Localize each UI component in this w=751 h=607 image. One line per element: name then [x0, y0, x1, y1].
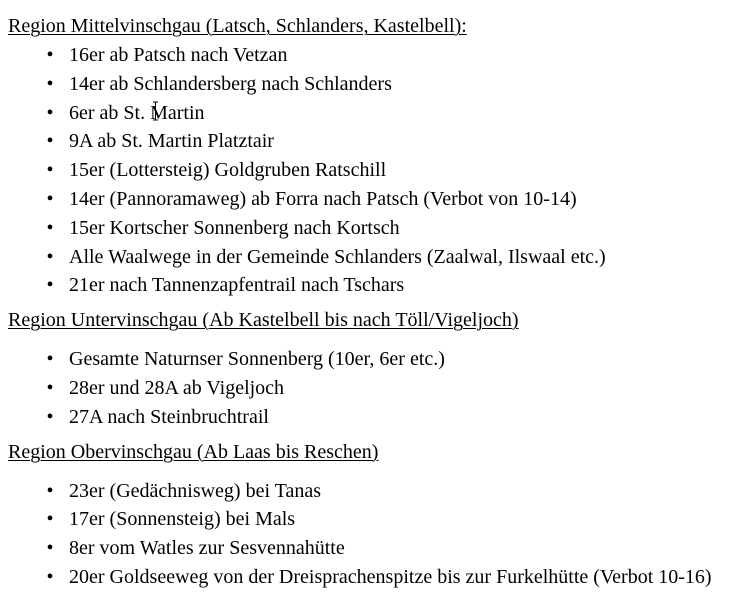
list-item: [8, 214, 750, 243]
list-item-text: 6er ab St. Martin: [69, 101, 205, 124]
list-item: [8, 477, 750, 506]
list-item-text: 27A nach Steinbruchtrail: [69, 405, 269, 428]
list-item-text: 20er Goldseeweg von der Dreisprachenspitze bis zur Furkelhütte (Verbot 10-16): [69, 565, 712, 588]
list-item: [8, 271, 750, 300]
list-item: [8, 99, 750, 128]
list-item: [8, 185, 750, 214]
list-item: [8, 70, 750, 99]
bullet-icon: •: [46, 479, 54, 502]
bullet-icon: •: [46, 72, 54, 95]
list-item-text: 15er (Lottersteig) Goldgruben Ratschill: [69, 159, 387, 182]
bullet-icon: •: [46, 537, 54, 560]
bullet-icon: •: [46, 508, 54, 531]
bullet-icon: •: [46, 565, 54, 588]
list-item: [8, 563, 750, 592]
list-item-text: 28er und 28A ab Vigeljoch: [69, 376, 285, 399]
list-untervinschgau: [8, 345, 750, 431]
bullet-icon: •: [46, 216, 54, 239]
list-item-text: 21er nach Tannenzapfentrail nach Tschars: [69, 274, 405, 297]
list-item: [8, 534, 750, 563]
list-item: [8, 243, 750, 272]
bullet-icon: •: [46, 376, 54, 399]
paragraph-spacer: [8, 467, 750, 477]
list-item-text: 23er (Gedächnisweg) bei Tanas: [69, 479, 322, 502]
bullet-icon: •: [46, 245, 54, 268]
list-item: [8, 403, 750, 432]
list-item-text: 8er vom Watles zur Sesvennahütte: [69, 537, 345, 560]
list-item: [8, 345, 750, 374]
paragraph-spacer: [8, 335, 750, 345]
list-item: [8, 156, 750, 185]
bullet-icon: •: [46, 159, 54, 182]
list-item: [8, 374, 750, 403]
section-heading-mittelvinschgau: Region Mittelvinschgau (Latsch, Schlanders, Kastelbell):: [8, 15, 467, 37]
list-item: [8, 127, 750, 156]
bullet-icon: •: [46, 348, 54, 371]
document-body[interactable]: [8, 12, 750, 592]
bullet-icon: •: [46, 405, 54, 428]
list-mittelvinschgau: [8, 41, 750, 300]
list-obervinschgau: [8, 477, 750, 592]
list-item: [8, 41, 750, 70]
bullet-icon: •: [46, 101, 54, 124]
list-item: [8, 505, 750, 534]
list-item-text: 15er Kortscher Sonnenberg nach Kortsch: [69, 216, 400, 239]
list-item-text: 9A ab St. Martin Platztair: [69, 130, 274, 153]
list-item-text: Alle Waalwege in der Gemeinde Schlanders (Zaalwal, Ilswaal etc.): [69, 245, 606, 268]
list-item-text: 17er (Sonnensteig) bei Mals: [69, 508, 296, 531]
bullet-icon: •: [46, 130, 54, 153]
list-item-text: 14er (Pannoramaweg) ab Forra nach Patsch (Verbot von 10-14): [69, 187, 577, 210]
bullet-icon: •: [46, 44, 54, 66]
section-heading-obervinschgau: Region Obervinschgau (Ab Laas bis Reschen): [8, 440, 379, 463]
list-item-text: 16er ab Patsch nach Vetzan: [69, 44, 288, 66]
bullet-icon: •: [46, 274, 54, 297]
bullet-icon: •: [46, 187, 54, 210]
list-item-text: 14er ab Schlandersberg nach Schlanders: [69, 72, 392, 95]
section-heading-untervinschgau: Region Untervinschgau (Ab Kastelbell bis nach Töll/Vigeljoch): [8, 309, 519, 332]
list-item-text: Gesamte Naturnser Sonnenberg (10er, 6er etc.): [69, 348, 445, 371]
